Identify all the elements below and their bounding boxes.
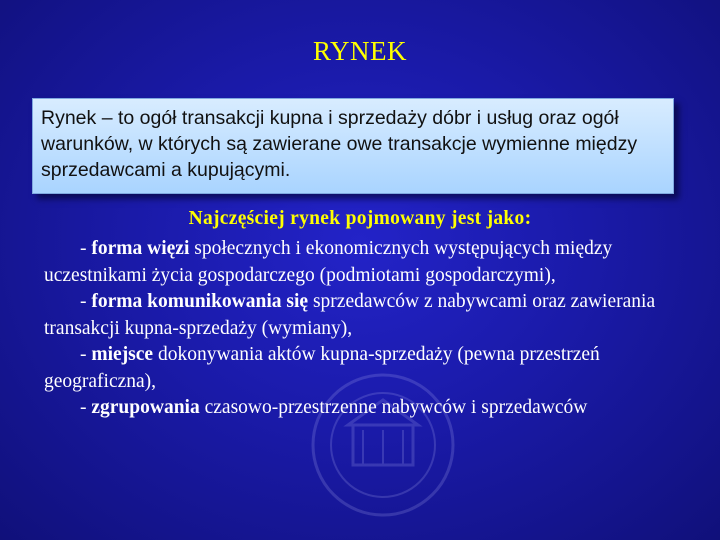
list-item-keyword: miejsce — [91, 344, 154, 365]
list-item-dash: - — [80, 291, 92, 312]
list-item-keyword: zgrupowania — [91, 397, 200, 418]
definition-box — [32, 98, 674, 194]
lead-heading: Najczęściej rynek pojmowany jest jako: — [188, 208, 532, 229]
list-item-dash: - — [80, 344, 92, 365]
list-item-dash: - — [80, 238, 92, 259]
list-item — [44, 289, 694, 342]
list-item-dash: - — [80, 397, 92, 418]
definition-list — [44, 236, 694, 422]
list-item-text: społecznych i ekonomicznych występujących między uczestnikami życia gospodarczego (podmiotami gospodarczymi), — [44, 238, 613, 286]
definition-text: Rynek – to ogół transakcji kupna i sprzedaży dóbr i usług oraz ogół warunków, w których są zawierane owe transakcje wymienne między sprzedawcami a kupującymi. — [41, 107, 638, 181]
slide-title: RYNEK — [312, 36, 407, 66]
list-item-text: czasowo-przestrzenne nabywców i sprzedawców — [199, 397, 588, 418]
list-item-keyword: forma komunikowania się — [91, 291, 309, 312]
list-item-text: sprzedawców z nabywcami oraz zawierania transakcji kupna-sprzedaży (wymiany), — [44, 291, 656, 339]
list-item-text: dokonywania aktów kupna-sprzedaży (pewna przestrzeń geograficzna), — [44, 344, 600, 392]
list-item — [44, 236, 694, 289]
list-item-keyword: forma więzi — [91, 238, 190, 259]
list-item — [44, 342, 694, 395]
list-item — [44, 395, 694, 422]
